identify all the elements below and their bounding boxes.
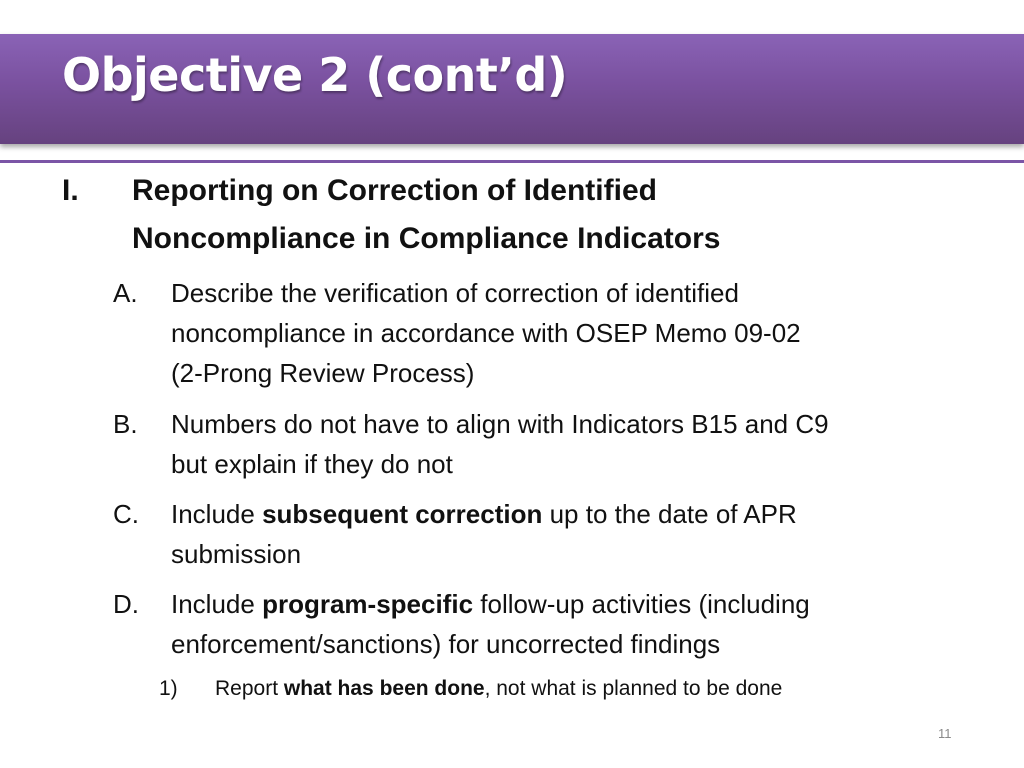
item-c-marker: C. [113,499,139,529]
level1-heading [132,167,720,263]
item-c-line [171,494,797,534]
item-c-text [171,494,797,574]
divider-rule [0,160,1024,163]
item-a-marker: A. [113,278,138,308]
item-c-post: up to the date of APR [542,499,797,529]
item-d-bold: program-specific [262,589,474,619]
level1-marker: I. [62,174,79,207]
subitem-text [215,674,782,704]
item-d-post: follow-up activities (including [473,589,810,619]
item-b-marker: B. [113,409,138,439]
item-c-bold: subsequent correction [262,499,543,529]
subitem-post: , not what is planned to be done [484,677,783,700]
item-a-line: (2-Prong Review Process) [171,358,475,388]
page-number: 11 [938,726,952,741]
item-d-line [171,584,810,624]
item-d-text [171,584,810,664]
item-a-text [171,273,801,393]
item-b-text [171,404,829,484]
slide-title: Objective 2 (cont’d) [62,48,568,102]
level1-line: Noncompliance in Compliance Indicators [132,222,721,255]
level1-line: Reporting on Correction of Identified [132,174,657,207]
item-d-marker: D. [113,589,139,619]
subitem-pre: Report [215,677,284,700]
item-c-line: submission [171,539,302,569]
item-d-line: enforcement/sanctions) for uncorrected findings [171,629,721,659]
subitem-bold: what has been done [283,677,485,700]
item-a-line: Describe the verification of correction of identified [171,278,739,308]
item-b-line: Numbers do not have to align with Indicators B15 and C9 [171,409,829,439]
item-a-line: noncompliance in accordance with OSEP Memo 09-02 [171,318,801,348]
item-c-pre: Include [171,499,263,529]
item-d-pre: Include [171,589,263,619]
subitem-marker: 1) [159,677,178,700]
item-b-line: but explain if they do not [171,449,453,479]
